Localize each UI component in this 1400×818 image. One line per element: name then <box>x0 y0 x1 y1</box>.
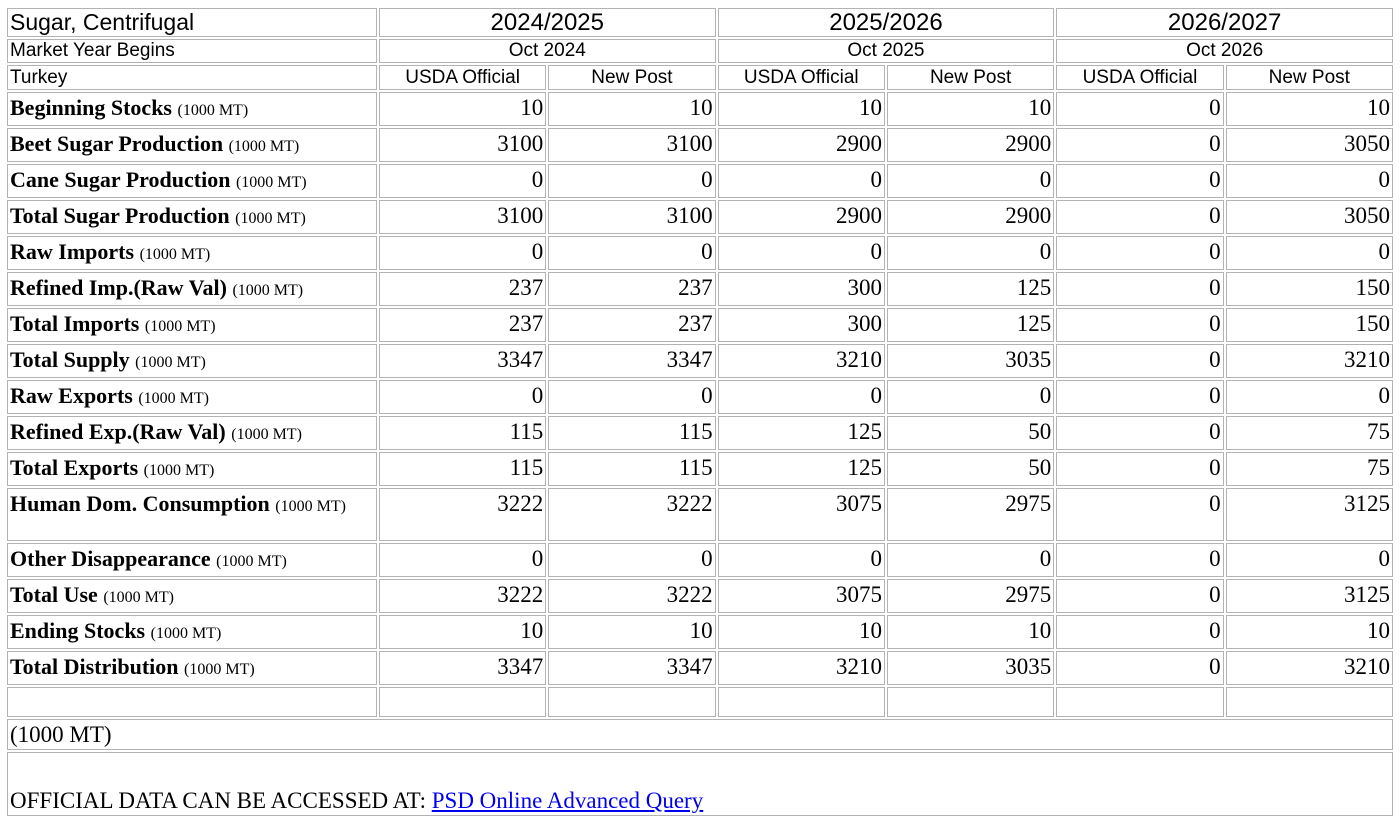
value-cell: 0 <box>1056 651 1223 685</box>
value-cell: 0 <box>1226 236 1393 270</box>
value-cell: 115 <box>548 452 715 486</box>
value-cell: 150 <box>1226 272 1393 306</box>
row-label-text: Total Supply <box>10 347 130 372</box>
begins-header-2: Oct 2025 <box>718 39 1055 63</box>
table-row <box>7 236 1393 270</box>
value-cell: 237 <box>379 308 546 342</box>
value-cell: 150 <box>1226 308 1393 342</box>
value-cell: 300 <box>718 272 885 306</box>
row-label <box>7 488 377 541</box>
year-header-2: 2025/2026 <box>718 8 1055 37</box>
value-cell: 10 <box>718 92 885 126</box>
value-cell: 0 <box>1056 344 1223 378</box>
value-cell: 0 <box>1056 200 1223 234</box>
table-row <box>7 344 1393 378</box>
row-unit: (1000 MT) <box>235 210 306 227</box>
value-cell: 0 <box>1056 543 1223 577</box>
row-unit: (1000 MT) <box>228 138 300 155</box>
row-label <box>7 200 377 234</box>
col-new-2: New Post <box>887 65 1054 90</box>
empty-row <box>7 687 1393 717</box>
value-cell: 0 <box>887 164 1054 198</box>
value-cell: 0 <box>1226 543 1393 577</box>
value-cell: 0 <box>718 236 885 270</box>
value-cell: 10 <box>548 615 715 649</box>
value-cell: 3035 <box>887 651 1054 685</box>
value-cell: 2900 <box>887 200 1054 234</box>
col-official-1: USDA Official <box>379 65 546 90</box>
header-row-years <box>7 8 1393 37</box>
value-cell: 10 <box>1226 615 1393 649</box>
value-cell: 0 <box>379 236 546 270</box>
empty-cell <box>1226 687 1393 717</box>
value-cell: 3125 <box>1226 579 1393 613</box>
row-label <box>7 92 377 126</box>
row-label <box>7 164 377 198</box>
value-cell: 0 <box>1056 488 1223 541</box>
value-cell: 75 <box>1226 452 1393 486</box>
row-label <box>7 615 377 649</box>
header-row-columns <box>7 65 1393 90</box>
value-cell: 0 <box>1056 128 1223 162</box>
table-row <box>7 272 1393 306</box>
empty-cell <box>718 687 885 717</box>
col-official-3: USDA Official <box>1056 65 1223 90</box>
table-row <box>7 308 1393 342</box>
value-cell: 3075 <box>718 579 885 613</box>
value-cell: 3347 <box>379 344 546 378</box>
row-label-text: Cane Sugar Production <box>10 167 231 192</box>
value-cell: 0 <box>1226 164 1393 198</box>
row-unit: (1000 MT) <box>231 426 302 443</box>
row-label-text: Raw Exports <box>10 383 133 408</box>
value-cell: 237 <box>548 308 715 342</box>
value-cell: 3210 <box>1226 344 1393 378</box>
row-label <box>7 308 377 342</box>
row-unit: (1000 MT) <box>143 462 215 479</box>
value-cell: 0 <box>718 380 885 414</box>
value-cell: 0 <box>1056 308 1223 342</box>
value-cell: 0 <box>379 380 546 414</box>
value-cell: 0 <box>1226 380 1393 414</box>
row-unit: (1000 MT) <box>139 246 211 263</box>
value-cell: 0 <box>1056 380 1223 414</box>
row-unit: (1000 MT) <box>216 553 287 570</box>
table-row <box>7 651 1393 685</box>
table-row <box>7 380 1393 414</box>
row-unit: (1000 MT) <box>184 661 255 678</box>
value-cell: 125 <box>887 308 1054 342</box>
table-row <box>7 452 1393 486</box>
footer-unit-note: (1000 MT) <box>7 719 1393 750</box>
table-row <box>7 579 1393 613</box>
table-row <box>7 164 1393 198</box>
value-cell: 3100 <box>379 200 546 234</box>
commodity-title: Sugar, Centrifugal <box>7 8 377 37</box>
year-header-1: 2024/2025 <box>379 8 716 37</box>
value-cell: 0 <box>718 543 885 577</box>
row-label-text: Total Imports <box>10 311 140 336</box>
empty-cell <box>548 687 715 717</box>
value-cell: 3222 <box>379 579 546 613</box>
row-label <box>7 380 377 414</box>
psd-table <box>5 6 1395 818</box>
value-cell: 0 <box>379 543 546 577</box>
value-cell: 10 <box>1226 92 1393 126</box>
value-cell: 10 <box>718 615 885 649</box>
row-label-text: Total Distribution <box>10 654 179 679</box>
begins-header-3: Oct 2026 <box>1056 39 1393 63</box>
row-label-text: Beet Sugar Production <box>10 131 224 156</box>
value-cell: 115 <box>379 452 546 486</box>
value-cell: 0 <box>1056 236 1223 270</box>
market-year-label: Market Year Begins <box>7 39 377 63</box>
col-new-1: New Post <box>548 65 715 90</box>
row-label-text: Refined Exp.(Raw Val) <box>10 419 226 444</box>
value-cell: 3210 <box>718 651 885 685</box>
value-cell: 3050 <box>1226 200 1393 234</box>
row-label-text: Beginning Stocks <box>10 95 172 120</box>
empty-cell <box>7 687 377 717</box>
value-cell: 10 <box>548 92 715 126</box>
value-cell: 0 <box>718 164 885 198</box>
col-new-3: New Post <box>1226 65 1393 90</box>
value-cell: 125 <box>718 416 885 450</box>
row-label <box>7 579 377 613</box>
row-label <box>7 651 377 685</box>
value-cell: 115 <box>379 416 546 450</box>
value-cell: 3347 <box>548 651 715 685</box>
value-cell: 2975 <box>887 579 1054 613</box>
row-label <box>7 236 377 270</box>
value-cell: 50 <box>887 416 1054 450</box>
table-row <box>7 200 1393 234</box>
value-cell: 3050 <box>1226 128 1393 162</box>
value-cell: 0 <box>887 380 1054 414</box>
value-cell: 10 <box>887 92 1054 126</box>
value-cell: 0 <box>1056 416 1223 450</box>
row-unit: (1000 MT) <box>232 282 304 299</box>
row-label-text: Raw Imports <box>10 239 135 264</box>
row-label-text: Refined Imp.(Raw Val) <box>10 275 227 300</box>
value-cell: 0 <box>548 543 715 577</box>
value-cell: 2900 <box>887 128 1054 162</box>
value-cell: 0 <box>379 164 546 198</box>
value-cell: 0 <box>1056 579 1223 613</box>
empty-cell <box>887 687 1054 717</box>
value-cell: 0 <box>887 543 1054 577</box>
table-row <box>7 488 1393 541</box>
value-cell: 75 <box>1226 416 1393 450</box>
table-row <box>7 92 1393 126</box>
value-cell: 2975 <box>887 488 1054 541</box>
value-cell: 10 <box>379 92 546 126</box>
value-cell: 0 <box>548 380 715 414</box>
table-row <box>7 128 1393 162</box>
value-cell: 3125 <box>1226 488 1393 541</box>
value-cell: 3222 <box>548 488 715 541</box>
value-cell: 10 <box>379 615 546 649</box>
row-label-text: Total Exports <box>10 455 139 480</box>
footer-access-cell <box>7 752 1393 816</box>
col-official-2: USDA Official <box>718 65 885 90</box>
begins-header-1: Oct 2024 <box>379 39 716 63</box>
value-cell: 3100 <box>379 128 546 162</box>
value-cell: 3210 <box>1226 651 1393 685</box>
value-cell: 125 <box>887 272 1054 306</box>
footer-access-row <box>7 752 1393 816</box>
header-row-begins <box>7 39 1393 63</box>
row-unit: (1000 MT) <box>138 390 209 407</box>
row-label-text: Total Use <box>10 582 98 607</box>
row-unit: (1000 MT) <box>150 625 222 642</box>
value-cell: 3100 <box>548 128 715 162</box>
table-row <box>7 615 1393 649</box>
value-cell: 125 <box>718 452 885 486</box>
value-cell: 0 <box>1056 92 1223 126</box>
value-cell: 50 <box>887 452 1054 486</box>
value-cell: 10 <box>887 615 1054 649</box>
row-label-text: Human Dom. Consumption <box>10 491 270 516</box>
table-row <box>7 543 1393 577</box>
value-cell: 115 <box>548 416 715 450</box>
row-label-text: Total Sugar Production <box>10 203 230 228</box>
row-unit: (1000 MT) <box>275 498 346 515</box>
value-cell: 3222 <box>379 488 546 541</box>
row-label <box>7 452 377 486</box>
row-label-text: Ending Stocks <box>10 618 146 643</box>
year-header-3: 2026/2027 <box>1056 8 1393 37</box>
row-unit: (1000 MT) <box>235 174 307 191</box>
value-cell: 237 <box>379 272 546 306</box>
value-cell: 0 <box>1056 164 1223 198</box>
row-label <box>7 272 377 306</box>
value-cell: 3210 <box>718 344 885 378</box>
row-unit: (1000 MT) <box>144 318 216 335</box>
psd-online-link[interactable]: PSD Online Advanced Query <box>431 788 704 813</box>
value-cell: 2900 <box>718 200 885 234</box>
row-label <box>7 344 377 378</box>
value-cell: 0 <box>548 164 715 198</box>
table-row <box>7 416 1393 450</box>
footer-access-text: OFFICIAL DATA CAN BE ACCESSED AT: <box>10 788 432 813</box>
value-cell: 3075 <box>718 488 885 541</box>
value-cell: 2900 <box>718 128 885 162</box>
empty-cell <box>1056 687 1223 717</box>
empty-cell <box>379 687 546 717</box>
value-cell: 3347 <box>379 651 546 685</box>
country-label: Turkey <box>7 65 377 90</box>
value-cell: 300 <box>718 308 885 342</box>
value-cell: 3222 <box>548 579 715 613</box>
row-label-text: Other Disappearance <box>10 546 211 571</box>
footer-unit-row <box>7 719 1393 750</box>
value-cell: 0 <box>887 236 1054 270</box>
value-cell: 0 <box>1056 272 1223 306</box>
value-cell: 0 <box>548 236 715 270</box>
value-cell: 0 <box>1056 452 1223 486</box>
row-unit: (1000 MT) <box>177 102 249 119</box>
row-label <box>7 416 377 450</box>
row-unit: (1000 MT) <box>135 354 206 371</box>
value-cell: 0 <box>1056 615 1223 649</box>
row-unit: (1000 MT) <box>103 589 174 606</box>
value-cell: 237 <box>548 272 715 306</box>
row-label <box>7 128 377 162</box>
value-cell: 3347 <box>548 344 715 378</box>
value-cell: 3100 <box>548 200 715 234</box>
row-label <box>7 543 377 577</box>
value-cell: 3035 <box>887 344 1054 378</box>
